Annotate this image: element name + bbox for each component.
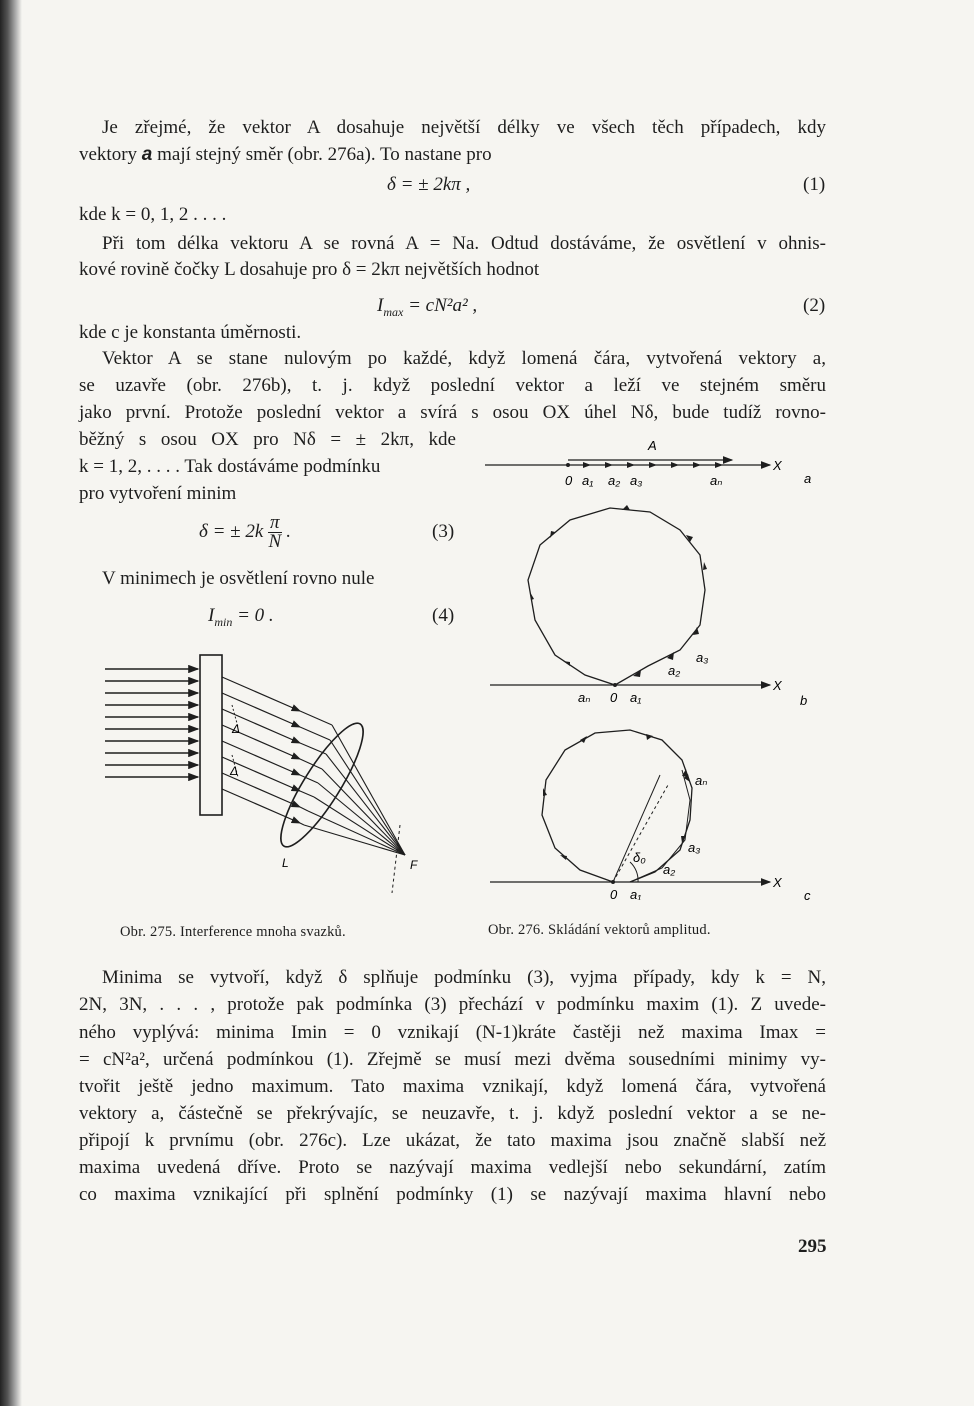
label-a2: a₂: [608, 473, 621, 488]
text-line: ného vyplývá: minima Imin = 0 vznikají (N-1)kráte častěji než maxima Imax =: [79, 1022, 826, 1043]
label-aN: aₙ: [578, 690, 591, 705]
text-segment: Je zřejmé, že vektor A dosahuje největší délky ve všech těch případech, kdy: [102, 117, 826, 138]
equation-3-number: (3): [432, 521, 455, 542]
resultant-line: [613, 775, 660, 882]
text-line: k = 1, 2, . . . . Tak dostáváme podmínku: [79, 456, 381, 477]
panel-label-c: c: [804, 888, 811, 900]
eq-symbol: I: [208, 605, 215, 626]
label-a1: a₁: [630, 887, 642, 900]
text-line: vektory a, částečně se překrývajíc, se neuzavře, t. j. když poslední vektor a se ne-: [79, 1103, 826, 1124]
figure-276-diagram: [470, 430, 840, 900]
figure-275-caption: Obr. 275. Interference mnoha svazků.: [120, 924, 346, 940]
label-a1: a₁: [630, 690, 642, 705]
text-line: se uzavře (obr. 276b), t. j. když poslední vektor a leží ve stejném směru: [79, 375, 826, 396]
equation-4-number: (4): [432, 605, 455, 626]
text-line: Vektor A se stane nulovým po každé, když lomená čára, vytvořená vektory a,: [102, 348, 826, 369]
page-number: 295: [798, 1236, 827, 1257]
panel-a: [485, 460, 770, 467]
figure-276-caption: Obr. 276. Skládání vektorů amplitud.: [488, 922, 711, 938]
label-X: X: [773, 875, 782, 890]
label-aN: aₙ: [710, 473, 723, 488]
eq-fraction-numerator: π: [270, 512, 280, 533]
text-segment: vektory: [79, 144, 138, 165]
label-a3: a₃: [688, 840, 701, 855]
panel-b-polygon: [528, 508, 705, 685]
rays-to-lens: [300, 711, 332, 825]
label-aN: aₙ: [695, 773, 708, 788]
label-O: 0: [610, 887, 618, 900]
incident-rays: [105, 669, 198, 777]
text-line: kové rovině čočky L dosahuje pro δ = 2kπ největších hodnot: [79, 259, 540, 280]
text-line: tvořit ještě jedno maximum. Tato maxima vznikají, když lomená čára, vytvořená: [79, 1076, 826, 1097]
label-O: 0: [565, 473, 573, 488]
text-line: V minimech je osvětlení rovno nule: [102, 568, 375, 589]
eq-fraction: [268, 514, 282, 551]
text-line: připojí k prvnímu (obr. 276c). Lze ukázat, že tato maxima jsou značně slabší než: [79, 1130, 826, 1151]
focus-label: F: [410, 858, 418, 872]
label-a3: a₃: [630, 473, 643, 488]
eq-symbol: I: [377, 295, 384, 316]
lens-label: L: [282, 856, 289, 870]
eq-symbol: = 0 .: [237, 605, 274, 626]
label-a2: a₂: [663, 862, 676, 877]
text-line: co maxima vznikající při splnění podmínky (1) se nazývají maxima hlavní nebo: [79, 1184, 826, 1205]
path-difference-label: Δ: [230, 764, 239, 778]
text-segment: mají stejný směr (obr. 276a). To nastane pro: [157, 144, 492, 165]
equation-2-number: (2): [803, 295, 826, 316]
text-line: 2N, 3N, . . . , protože pak podmínka (3) přechází v podmínku maxim (1). Z uvede-: [79, 994, 826, 1015]
label-O: 0: [610, 690, 618, 705]
text-line: Minima se vytvoří, když δ splňuje podmínku (3), vyjma případy, kdy k = N,: [102, 967, 826, 988]
text-line: jako první. Protože poslední vektor a svírá s osou OX úhel Nδ, bude tudíž rovno-: [79, 402, 826, 423]
eq-subscript: max: [383, 304, 404, 319]
panel-label-a: a: [804, 471, 812, 486]
eq-fraction-denominator: N: [268, 531, 282, 552]
text-line: maxima uvedená dříve. Proto se nazývají maxima vedlejší nebo sekundární, zatím: [79, 1157, 826, 1178]
equation-1: δ = ± 2kπ ,: [387, 174, 471, 195]
text-line: pro vytvoření minim: [79, 483, 237, 504]
equation-1-number: (1): [803, 174, 826, 195]
eq-subscript: min: [214, 614, 233, 629]
text-line: Při tom délka vektoru A se rovná A = Na. Odtud dostáváme, že osvětlení v ohnis-: [102, 233, 826, 254]
path-difference-label: Δ: [232, 722, 241, 736]
label-X: X: [773, 678, 782, 693]
eq-symbol: = cN²a² ,: [408, 295, 478, 316]
text-line: = cN²a², určená podmínkou (1). Zřejmě se musí mezi dvěma sousedními minimy vy-: [79, 1049, 826, 1070]
grating-plate: [200, 655, 222, 815]
panel-label-b: b: [800, 693, 808, 708]
label-a2: a₂: [668, 663, 681, 678]
panel-c-arrows: [543, 734, 690, 860]
scan-edge: [0, 0, 22, 1406]
text-line: [79, 143, 492, 167]
figure-275-diagram: [100, 645, 440, 905]
label-delta0: δ₀: [633, 850, 646, 865]
equation-3: [199, 514, 291, 551]
eq-symbol: δ = ± 2k: [199, 520, 264, 542]
focal-plane: [392, 825, 400, 893]
text-line: kde k = 0, 1, 2 . . . .: [79, 204, 227, 225]
text-line: běžný s osou OX pro Nδ = ± 2kπ, kde: [79, 429, 456, 450]
text-line: kde c je konstanta úměrnosti.: [79, 322, 302, 343]
converging-rays: [304, 725, 405, 855]
equation-2: [377, 294, 477, 324]
equation-4: [208, 604, 274, 634]
label-a3: a₃: [696, 650, 709, 665]
eq-symbol: .: [286, 520, 292, 542]
vector-symbol: a: [141, 144, 153, 165]
diffracted-rays: [222, 677, 300, 823]
panel-c-overlap: [630, 770, 690, 882]
label-a1: a₁: [582, 473, 594, 488]
label-A: A: [648, 438, 657, 453]
text-line: [102, 116, 826, 140]
label-X: X: [773, 458, 782, 473]
